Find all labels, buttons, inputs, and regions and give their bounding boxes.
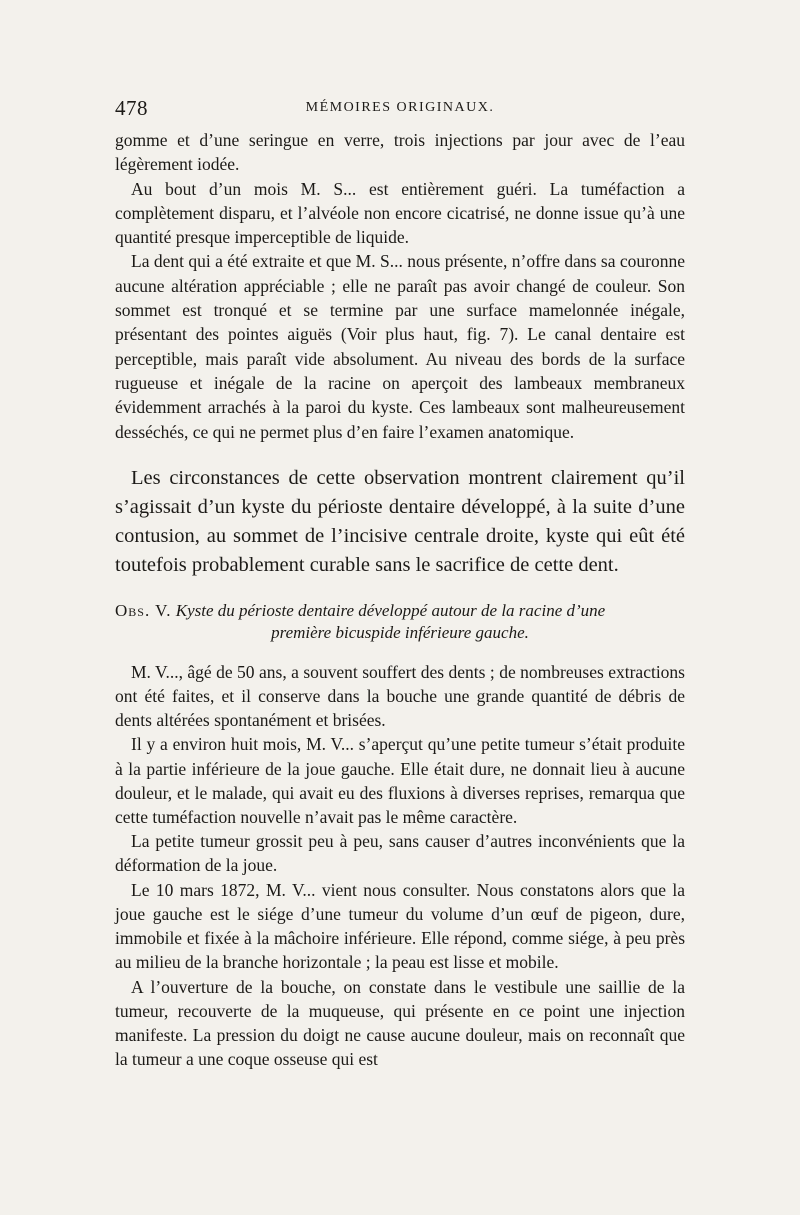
- observation-paragraph: A l’ouverture de la bouche, on constate dans le vestibule une saillie de la tumeur, recouverte de la muqueuse, qui présente en ce point une injection manifeste. La pression du doigt ne cause aucune douleur, mais on reconnaît que la tumeur a une coque osseuse qui est: [115, 976, 685, 1070]
- paragraph-conclusion: Les circonstances de cette observation montrent clairement qu’il s’agissait d’un kyste du périoste dentaire développé, à la suite d’une contusion, au sommet de l’incisive centrale droite, kyste qui eût été toutefois probablement curable sans le sacrifice de cette dent.: [115, 466, 685, 576]
- paragraph-continued: gomme et d’une seringue en verre, trois injections par jour avec de l’eau légèrement iodée.: [115, 130, 685, 175]
- page-body: [115, 128, 685, 1071]
- observation-heading: [115, 600, 685, 644]
- observation-title-line2: première bicuspide inférieure gauche.: [271, 622, 529, 642]
- page-header: [115, 96, 685, 126]
- observation-paragraph: M. V..., âgé de 50 ans, a souvent souffert des dents ; de nombreuses extractions ont été faites, et il conserve dans la bouche une grande quantité de débris de dents altérées spontanément et brisées.: [115, 661, 685, 731]
- page-number: 478: [115, 96, 148, 120]
- paragraph-extracted-tooth: La dent qui a été extraite et que M. S... nous présente, n’offre dans sa couronne aucune altération appréciable ; elle ne paraît pas avoir changé de couleur. Son sommet est tronqué et se termine par une surface mamelonnée inégale, présentant des pointes aiguës (Voir plus haut, fig. 7). Le canal dentaire est perceptible, mais paraît vide absolument. Au niveau des bords de la surface rugueuse et inégale de la racine on aperçoit des lambeaux membraneux évidemment arrachés à la paroi du kyste. Ces lambeaux sont malheureusement desséchés, ce qui ne permet plus d’en faire l’examen anatomique.: [115, 251, 685, 442]
- observation-title-line1: Kyste du périoste dentaire développé autour de la racine d’une: [175, 600, 606, 620]
- observation-body: [115, 660, 685, 1071]
- paragraph-recovery: Au bout d’un mois M. S... est entièrement guéri. La tuméfaction a complètement disparu, et l’alvéole non encore cicatrisé, ne donne issue qu’à une quantité presque imperceptible de liquide.: [115, 178, 685, 248]
- observation-heading-line1: [115, 600, 685, 622]
- observation-paragraph: Le 10 mars 1872, M. V... vient nous consulter. Nous constatons alors que la joue gauche est le siége d’une tumeur du volume d’un œuf de pigeon, dure, immobile et fixée à la mâchoire inférieure. Elle répond, comme siége, à peu près au milieu de la branche horizontale ; la peau est lisse et mobile.: [115, 879, 685, 973]
- running-head: MÉMOIRES ORIGINAUX.: [305, 100, 495, 115]
- observation-paragraph: La petite tumeur grossit peu à peu, sans causer d’autres inconvénients que la déformation de la joue.: [115, 831, 685, 876]
- observation-paragraph: Il y a environ huit mois, M. V... s’aperçut qu’une petite tumeur s’était produite à la partie inférieure de la joue gauche. Elle était dure, ne donnait lieu à aucune douleur, et le malade, qui avait eu des fluxions à diverses reprises, remarqua que cette tuméfaction nouvelle n’avait pas le même caractère.: [115, 734, 685, 828]
- observation-label: Obs. V.: [115, 600, 172, 620]
